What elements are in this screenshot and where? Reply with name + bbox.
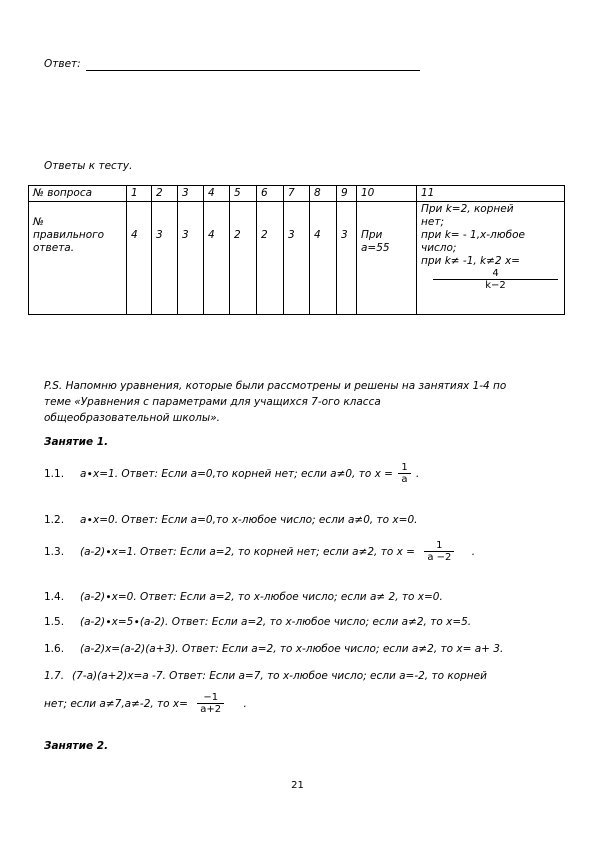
fraction-4-over-k-minus-2: 4 k−2: [433, 268, 558, 292]
row-label-cell: [29, 202, 127, 315]
answer-line: [86, 70, 420, 71]
answer-cell-q11: При k=2, корней нет; при k= - 1,x-любое число; при k≠ -1, k≠2 x= 4 k−2: [417, 202, 565, 315]
header-cell: 5: [230, 186, 257, 202]
header-cell: 9: [337, 186, 357, 202]
answer-cell: 4: [310, 202, 337, 315]
equation-item-1-5: 1.5. (a-2)∙x=5∙(a-2). Ответ: Если a=2, то x-любое число; если a≠2, то x=5.: [44, 616, 472, 628]
table-answers-row: [29, 202, 565, 315]
header-cell: 6: [257, 186, 284, 202]
header-cell: 11: [417, 186, 565, 202]
equation-item-1-6: 1.6. (a-2)x=(a-2)(a+3). Ответ: Если a=2, то x-любое число; если a≠2, то x= a+ 3.: [44, 643, 504, 655]
answer-cell: 3: [178, 202, 204, 315]
lesson-1-heading: Занятие 1.: [44, 436, 109, 448]
equation-item-1-7-line2: нет; если a≠7,a≠-2, то x= $\frac{-1}{a+2}$ .: [44, 692, 247, 715]
ps-paragraph: P.S. Напомню уравнения, которые были рассмотрены и решены на занятиях 1-4 по теме «Уравнения с параметрами для учащихся 7-ого класса общеобразовательной школы».: [44, 380, 507, 424]
header-cell: 1: [127, 186, 152, 202]
tests-heading: Ответы к тесту.: [44, 160, 133, 172]
header-cell: 7: [284, 186, 310, 202]
row-label-line: №: [33, 216, 44, 228]
header-cell: 10: [357, 186, 417, 202]
answer-cell: 3: [284, 202, 310, 315]
answer-cell: 3: [152, 202, 178, 315]
header-cell: № вопроса: [29, 186, 127, 202]
page-number: 21: [291, 780, 304, 791]
answer-cell-q10: При a=55: [357, 202, 417, 315]
answers-table: [28, 185, 565, 315]
answer-cell: 2: [230, 202, 257, 315]
fraction-1-over-a-minus-2: $\frac{1}{a -2}$: [424, 540, 454, 564]
answer-label: Ответ:: [44, 58, 81, 70]
answer-cell: 4: [204, 202, 230, 315]
answer-cell: 2: [257, 202, 284, 315]
header-cell: 3: [178, 186, 204, 202]
answer-cell: 3: [337, 202, 357, 315]
row-label-line: правильного: [33, 229, 105, 241]
equation-item-1-4: 1.4. (a-2)∙x=0. Ответ: Если a=2, то x-любое число; если a≠ 2, то x=0.: [44, 591, 443, 603]
answer-cell: 4: [127, 202, 152, 315]
row-label-line: ответа.: [33, 242, 75, 254]
header-cell: 8: [310, 186, 337, 202]
equation-item-1-3: 1.3. (a-2)∙x=1. Ответ: Если a=2, то корней нет; если a≠2, то x = $\frac{1}{a -2}$ .: [44, 540, 476, 563]
fraction-minus-1-over-a-plus-2: $\frac{-1}{a+2}$: [197, 692, 224, 716]
fraction-1-over-a: $\frac{1}{a}$: [398, 462, 410, 486]
equation-item-1-1: 1.1. a∙x=1. Ответ: Если a=0,то корней нет; если a≠0, то x = $\frac{1}{a}$ .: [44, 462, 420, 485]
header-cell: 4: [204, 186, 230, 202]
header-cell: 2: [152, 186, 178, 202]
lesson-2-heading: Занятие 2.: [44, 740, 109, 752]
equation-item-1-2: 1.2. a∙x=0. Ответ: Если a=0,то x-любое число; если a≠0, то x=0.: [44, 514, 418, 526]
table-header-row: [29, 186, 565, 202]
equation-item-1-7: 1.7. (7-a)(a+2)x=a -7. Ответ: Если a=7, то x-любое число; если a=-2, то корней: [44, 670, 487, 682]
